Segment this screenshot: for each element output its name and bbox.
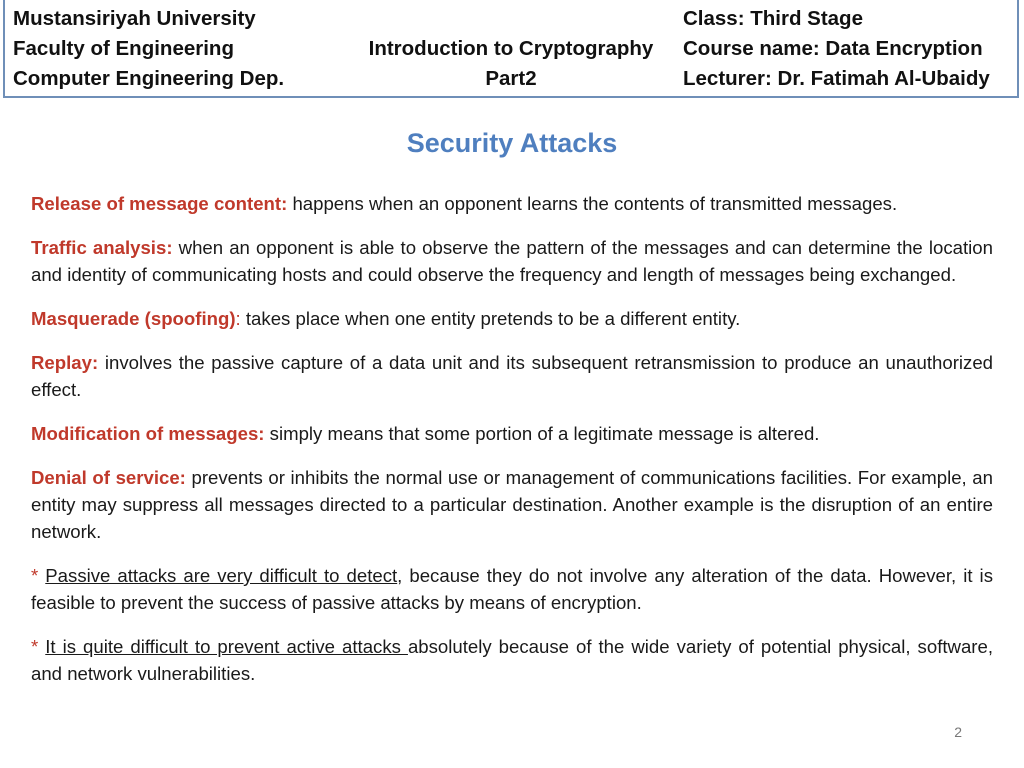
term-masquerade: Masquerade (spoofing) [31,308,236,329]
course-name: Course name: Data Encryption [683,37,983,60]
underlined-note-active: It is quite difficult to prevent active attacks [45,636,408,657]
header-topic [305,34,717,94]
slide-content [31,190,993,704]
lecturer-name: Lecturer: Dr. Fatimah Al-Ubaidy [683,67,990,90]
term-dos: Denial of service: [31,467,186,488]
paragraph-release [31,190,993,217]
university-name: Mustansiriyah University [13,7,256,30]
class-stage: Class: Third Stage [683,7,863,30]
page-number: 2 [954,724,962,740]
text-replay: involves the passive capture of a data unit and its subsequent retransmission to produce an unauthorized effect. [31,352,993,400]
colon-masquerade: : [235,308,241,329]
text-note-active: absolutely because of the wide variety of potential physical, software, and network vulnerabilities. [31,636,993,684]
paragraph-traffic [31,234,993,288]
term-release: Release of message content: [31,193,288,214]
paragraph-note-passive [31,562,993,616]
text-dos: prevents or inhibits the normal use or management of communications facilities. For example, an entity may suppress all messages directed to a particular destination. Another example is the disruption of an entire network. [31,467,993,542]
paragraph-modification [31,420,993,447]
department-name: Computer Engineering Dep. [13,67,285,90]
topic-part: Part2 [485,67,537,90]
faculty-name: Faculty of Engineering [13,37,234,60]
topic-title: Introduction to Cryptography [368,37,654,60]
term-traffic: Traffic analysis: [31,237,173,258]
underlined-note-passive: Passive attacks are very difficult to detect [45,565,398,586]
header-course [683,4,990,94]
text-traffic: when an opponent is able to observe the pattern of the messages and can determine the location and identity of communicating hosts and could observe the frequency and length of messages being exchanged. [31,237,993,285]
text-masquerade: takes place when one entity pretends to be a different entity. [240,308,741,329]
paragraph-note-active [31,633,993,687]
page-title: Security Attacks [406,128,618,158]
text-release: happens when an opponent learns the contents of transmitted messages. [287,193,898,214]
paragraph-dos [31,464,993,545]
text-modification: simply means that some portion of a legitimate message is altered. [264,423,820,444]
header-institution [13,4,284,94]
term-modification: Modification of messages: [31,423,265,444]
text-note-passive: , because they do not involve any alteration of the data. However, it is feasible to prevent the success of passive attacks by means of encryption. [31,565,993,613]
asterisk-note-active: * [31,636,39,657]
term-replay: Replay: [31,352,99,373]
asterisk-note-passive: * [31,565,39,586]
paragraph-replay [31,349,993,403]
slide-header [3,0,1019,98]
paragraph-masquerade [31,305,993,332]
